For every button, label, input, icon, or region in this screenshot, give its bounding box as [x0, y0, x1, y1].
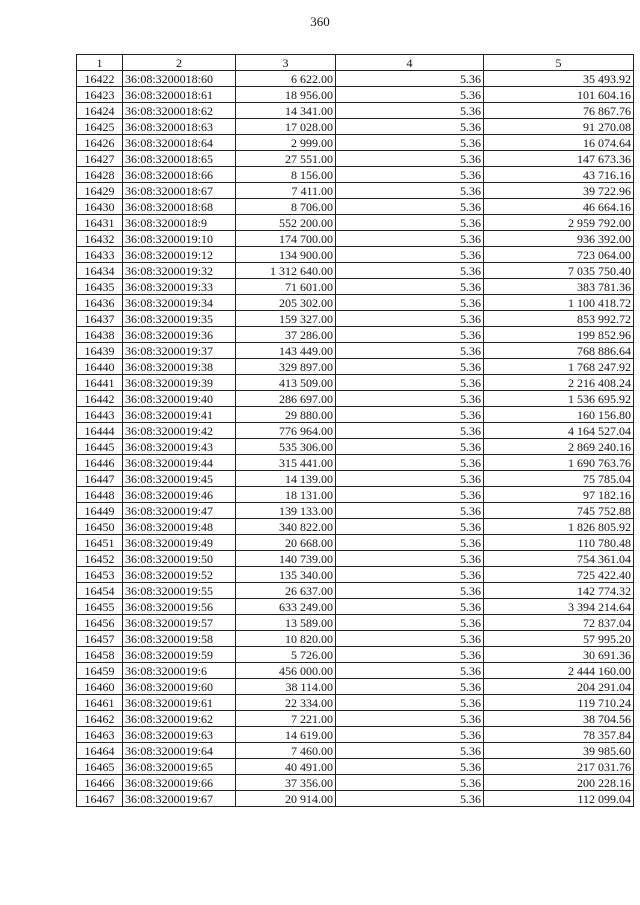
area-cell: 205 302.00 [236, 295, 336, 311]
value-cell: 101 604.16 [484, 87, 634, 103]
value-cell: 1 536 695.92 [484, 391, 634, 407]
rate-cell: 5.36 [336, 375, 484, 391]
cadastral-number-cell: 36:08:3200019:59 [123, 647, 236, 663]
table-row [77, 599, 634, 615]
value-cell: 39 722.96 [484, 183, 634, 199]
rate-cell: 5.36 [336, 471, 484, 487]
table-row [77, 343, 634, 359]
rate-cell: 5.36 [336, 567, 484, 583]
rate-cell: 5.36 [336, 359, 484, 375]
cadastral-number-cell: 36:08:3200019:49 [123, 535, 236, 551]
rate-cell: 5.36 [336, 743, 484, 759]
row-number-cell: 16444 [77, 423, 123, 439]
value-cell: 147 673.36 [484, 151, 634, 167]
row-number-cell: 16435 [77, 279, 123, 295]
rate-cell: 5.36 [336, 647, 484, 663]
cadastral-number-cell: 36:08:3200018:68 [123, 199, 236, 215]
area-cell: 10 820.00 [236, 631, 336, 647]
row-number-cell: 16465 [77, 759, 123, 775]
rate-cell: 5.36 [336, 679, 484, 695]
area-cell: 456 000.00 [236, 663, 336, 679]
table-row [77, 359, 634, 375]
value-cell: 1 100 418.72 [484, 295, 634, 311]
area-cell: 340 822.00 [236, 519, 336, 535]
row-number-cell: 16429 [77, 183, 123, 199]
cadastral-number-cell: 36:08:3200019:48 [123, 519, 236, 535]
cadastral-number-cell: 36:08:3200019:40 [123, 391, 236, 407]
rate-cell: 5.36 [336, 167, 484, 183]
rate-cell: 5.36 [336, 295, 484, 311]
rate-cell: 5.36 [336, 695, 484, 711]
rate-cell: 5.36 [336, 663, 484, 679]
cadastral-number-cell: 36:08:3200019:65 [123, 759, 236, 775]
cadastral-number-cell: 36:08:3200019:12 [123, 247, 236, 263]
rate-cell: 5.36 [336, 407, 484, 423]
value-cell: 723 064.00 [484, 247, 634, 263]
area-cell: 135 340.00 [236, 567, 336, 583]
value-cell: 2 959 792.00 [484, 215, 634, 231]
cadastral-number-cell: 36:08:3200019:62 [123, 711, 236, 727]
rate-cell: 5.36 [336, 151, 484, 167]
row-number-cell: 16458 [77, 647, 123, 663]
row-number-cell: 16457 [77, 631, 123, 647]
area-cell: 143 449.00 [236, 343, 336, 359]
area-cell: 535 306.00 [236, 439, 336, 455]
cadastral-number-cell: 36:08:3200019:36 [123, 327, 236, 343]
rate-cell: 5.36 [336, 503, 484, 519]
value-cell: 160 156.80 [484, 407, 634, 423]
area-cell: 329 897.00 [236, 359, 336, 375]
value-cell: 1 826 805.92 [484, 519, 634, 535]
row-number-cell: 16462 [77, 711, 123, 727]
cadastral-number-cell: 36:08:3200019:67 [123, 791, 236, 807]
table-row [77, 87, 634, 103]
row-number-cell: 16425 [77, 119, 123, 135]
value-cell: 768 886.64 [484, 343, 634, 359]
area-cell: 413 509.00 [236, 375, 336, 391]
column-header-3: 3 [236, 55, 336, 71]
value-cell: 853 992.72 [484, 311, 634, 327]
row-number-cell: 16433 [77, 247, 123, 263]
cadastral-number-cell: 36:08:3200019:35 [123, 311, 236, 327]
value-cell: 91 270.08 [484, 119, 634, 135]
area-cell: 20 914.00 [236, 791, 336, 807]
table-row [77, 423, 634, 439]
value-cell: 110 780.48 [484, 535, 634, 551]
value-cell: 16 074.64 [484, 135, 634, 151]
row-number-cell: 16454 [77, 583, 123, 599]
area-cell: 37 286.00 [236, 327, 336, 343]
area-cell: 38 114.00 [236, 679, 336, 695]
value-cell: 57 995.20 [484, 631, 634, 647]
table-row [77, 727, 634, 743]
table-row [77, 327, 634, 343]
value-cell: 2 869 240.16 [484, 439, 634, 455]
rate-cell: 5.36 [336, 135, 484, 151]
table-row [77, 535, 634, 551]
table-row [77, 231, 634, 247]
table-row [77, 791, 634, 807]
value-cell: 75 785.04 [484, 471, 634, 487]
rate-cell: 5.36 [336, 759, 484, 775]
area-cell: 18 956.00 [236, 87, 336, 103]
value-cell: 4 164 527.04 [484, 423, 634, 439]
row-number-cell: 16446 [77, 455, 123, 471]
rate-cell: 5.36 [336, 727, 484, 743]
table-row [77, 647, 634, 663]
cadastral-number-cell: 36:08:3200019:47 [123, 503, 236, 519]
table-row [77, 679, 634, 695]
registry-table [76, 54, 634, 807]
rate-cell: 5.36 [336, 775, 484, 791]
value-cell: 204 291.04 [484, 679, 634, 695]
cadastral-number-cell: 36:08:3200019:37 [123, 343, 236, 359]
area-cell: 1 312 640.00 [236, 263, 336, 279]
cadastral-number-cell: 36:08:3200018:64 [123, 135, 236, 151]
cadastral-number-cell: 36:08:3200018:62 [123, 103, 236, 119]
rate-cell: 5.36 [336, 391, 484, 407]
cadastral-number-cell: 36:08:3200019:55 [123, 583, 236, 599]
rate-cell: 5.36 [336, 535, 484, 551]
area-cell: 315 441.00 [236, 455, 336, 471]
area-cell: 14 139.00 [236, 471, 336, 487]
area-cell: 20 668.00 [236, 535, 336, 551]
cadastral-number-cell: 36:08:3200019:10 [123, 231, 236, 247]
area-cell: 159 327.00 [236, 311, 336, 327]
cadastral-number-cell: 36:08:3200019:46 [123, 487, 236, 503]
value-cell: 39 985.60 [484, 743, 634, 759]
row-number-cell: 16440 [77, 359, 123, 375]
row-number-cell: 16459 [77, 663, 123, 679]
row-number-cell: 16439 [77, 343, 123, 359]
table-row [77, 135, 634, 151]
table-row [77, 551, 634, 567]
header-row [77, 55, 634, 71]
table-row [77, 471, 634, 487]
cadastral-number-cell: 36:08:3200019:61 [123, 695, 236, 711]
table-row [77, 247, 634, 263]
table-row [77, 375, 634, 391]
table-row [77, 199, 634, 215]
rate-cell: 5.36 [336, 183, 484, 199]
table-row [77, 583, 634, 599]
row-number-cell: 16437 [77, 311, 123, 327]
row-number-cell: 16464 [77, 743, 123, 759]
table-row [77, 151, 634, 167]
row-number-cell: 16434 [77, 263, 123, 279]
cadastral-number-cell: 36:08:3200018:65 [123, 151, 236, 167]
row-number-cell: 16460 [77, 679, 123, 695]
cadastral-number-cell: 36:08:3200018:60 [123, 71, 236, 87]
area-cell: 8 706.00 [236, 199, 336, 215]
table-row [77, 695, 634, 711]
row-number-cell: 16422 [77, 71, 123, 87]
cadastral-number-cell: 36:08:3200019:58 [123, 631, 236, 647]
table-row [77, 119, 634, 135]
cadastral-number-cell: 36:08:3200019:60 [123, 679, 236, 695]
row-number-cell: 16431 [77, 215, 123, 231]
row-number-cell: 16423 [77, 87, 123, 103]
area-cell: 14 619.00 [236, 727, 336, 743]
table-row [77, 439, 634, 455]
table-row [77, 743, 634, 759]
rate-cell: 5.36 [336, 87, 484, 103]
value-cell: 43 716.16 [484, 167, 634, 183]
table-row [77, 167, 634, 183]
value-cell: 38 704.56 [484, 711, 634, 727]
value-cell: 3 394 214.64 [484, 599, 634, 615]
cadastral-number-cell: 36:08:3200019:32 [123, 263, 236, 279]
cadastral-number-cell: 36:08:3200019:50 [123, 551, 236, 567]
table-row [77, 295, 634, 311]
table-row [77, 407, 634, 423]
row-number-cell: 16456 [77, 615, 123, 631]
table-row [77, 455, 634, 471]
row-number-cell: 16427 [77, 151, 123, 167]
row-number-cell: 16432 [77, 231, 123, 247]
column-header-5: 5 [484, 55, 634, 71]
area-cell: 29 880.00 [236, 407, 336, 423]
cadastral-number-cell: 36:08:3200019:33 [123, 279, 236, 295]
column-header-1: 1 [77, 55, 123, 71]
area-cell: 7 460.00 [236, 743, 336, 759]
rate-cell: 5.36 [336, 327, 484, 343]
table-row [77, 215, 634, 231]
table-row [77, 503, 634, 519]
area-cell: 40 491.00 [236, 759, 336, 775]
table-row [77, 487, 634, 503]
table-row [77, 567, 634, 583]
area-cell: 6 622.00 [236, 71, 336, 87]
cadastral-number-cell: 36:08:3200019:44 [123, 455, 236, 471]
row-number-cell: 16455 [77, 599, 123, 615]
cadastral-number-cell: 36:08:3200018:63 [123, 119, 236, 135]
row-number-cell: 16442 [77, 391, 123, 407]
rate-cell: 5.36 [336, 487, 484, 503]
area-cell: 37 356.00 [236, 775, 336, 791]
area-cell: 140 739.00 [236, 551, 336, 567]
table-row [77, 615, 634, 631]
value-cell: 199 852.96 [484, 327, 634, 343]
rate-cell: 5.36 [336, 247, 484, 263]
rate-cell: 5.36 [336, 455, 484, 471]
area-cell: 7 411.00 [236, 183, 336, 199]
cadastral-number-cell: 36:08:3200019:43 [123, 439, 236, 455]
area-cell: 18 131.00 [236, 487, 336, 503]
value-cell: 936 392.00 [484, 231, 634, 247]
rate-cell: 5.36 [336, 215, 484, 231]
area-cell: 13 589.00 [236, 615, 336, 631]
row-number-cell: 16426 [77, 135, 123, 151]
value-cell: 383 781.36 [484, 279, 634, 295]
row-number-cell: 16428 [77, 167, 123, 183]
rate-cell: 5.36 [336, 263, 484, 279]
table-row [77, 263, 634, 279]
table-row [77, 183, 634, 199]
row-number-cell: 16445 [77, 439, 123, 455]
cadastral-number-cell: 36:08:3200018:9 [123, 215, 236, 231]
table-row [77, 391, 634, 407]
area-cell: 552 200.00 [236, 215, 336, 231]
area-cell: 71 601.00 [236, 279, 336, 295]
table-body [77, 71, 634, 807]
rate-cell: 5.36 [336, 103, 484, 119]
area-cell: 14 341.00 [236, 103, 336, 119]
column-header-4: 4 [336, 55, 484, 71]
value-cell: 754 361.04 [484, 551, 634, 567]
row-number-cell: 16436 [77, 295, 123, 311]
rate-cell: 5.36 [336, 711, 484, 727]
rate-cell: 5.36 [336, 231, 484, 247]
rate-cell: 5.36 [336, 519, 484, 535]
value-cell: 76 867.76 [484, 103, 634, 119]
cadastral-number-cell: 36:08:3200019:45 [123, 471, 236, 487]
table-header [77, 55, 634, 71]
rate-cell: 5.36 [336, 583, 484, 599]
cadastral-number-cell: 36:08:3200019:34 [123, 295, 236, 311]
cadastral-number-cell: 36:08:3200019:42 [123, 423, 236, 439]
rate-cell: 5.36 [336, 279, 484, 295]
area-cell: 139 133.00 [236, 503, 336, 519]
value-cell: 1 690 763.76 [484, 455, 634, 471]
cadastral-number-cell: 36:08:3200019:66 [123, 775, 236, 791]
area-cell: 134 900.00 [236, 247, 336, 263]
row-number-cell: 16443 [77, 407, 123, 423]
value-cell: 35 493.92 [484, 71, 634, 87]
value-cell: 1 768 247.92 [484, 359, 634, 375]
table-row [77, 775, 634, 791]
table-row [77, 631, 634, 647]
area-cell: 22 334.00 [236, 695, 336, 711]
area-cell: 7 221.00 [236, 711, 336, 727]
rate-cell: 5.36 [336, 71, 484, 87]
row-number-cell: 16453 [77, 567, 123, 583]
cadastral-number-cell: 36:08:3200018:66 [123, 167, 236, 183]
cadastral-number-cell: 36:08:3200018:61 [123, 87, 236, 103]
cadastral-number-cell: 36:08:3200019:64 [123, 743, 236, 759]
cadastral-number-cell: 36:08:3200019:52 [123, 567, 236, 583]
row-number-cell: 16449 [77, 503, 123, 519]
cadastral-number-cell: 36:08:3200019:57 [123, 615, 236, 631]
area-cell: 2 999.00 [236, 135, 336, 151]
row-number-cell: 16461 [77, 695, 123, 711]
row-number-cell: 16448 [77, 487, 123, 503]
rate-cell: 5.36 [336, 311, 484, 327]
row-number-cell: 16447 [77, 471, 123, 487]
cadastral-number-cell: 36:08:3200019:38 [123, 359, 236, 375]
row-number-cell: 16424 [77, 103, 123, 119]
row-number-cell: 16467 [77, 791, 123, 807]
cadastral-number-cell: 36:08:3200019:41 [123, 407, 236, 423]
cadastral-number-cell: 36:08:3200019:39 [123, 375, 236, 391]
value-cell: 112 099.04 [484, 791, 634, 807]
table-row [77, 279, 634, 295]
row-number-cell: 16441 [77, 375, 123, 391]
area-cell: 27 551.00 [236, 151, 336, 167]
value-cell: 7 035 750.40 [484, 263, 634, 279]
area-cell: 776 964.00 [236, 423, 336, 439]
rate-cell: 5.36 [336, 343, 484, 359]
value-cell: 200 228.16 [484, 775, 634, 791]
rate-cell: 5.36 [336, 791, 484, 807]
row-number-cell: 16451 [77, 535, 123, 551]
value-cell: 78 357.84 [484, 727, 634, 743]
value-cell: 2 216 408.24 [484, 375, 634, 391]
area-cell: 17 028.00 [236, 119, 336, 135]
rate-cell: 5.36 [336, 599, 484, 615]
rate-cell: 5.36 [336, 631, 484, 647]
area-cell: 286 697.00 [236, 391, 336, 407]
area-cell: 5 726.00 [236, 647, 336, 663]
table-row [77, 711, 634, 727]
cadastral-number-cell: 36:08:3200019:63 [123, 727, 236, 743]
row-number-cell: 16466 [77, 775, 123, 791]
value-cell: 119 710.24 [484, 695, 634, 711]
table-row [77, 759, 634, 775]
area-cell: 174 700.00 [236, 231, 336, 247]
row-number-cell: 16463 [77, 727, 123, 743]
value-cell: 217 031.76 [484, 759, 634, 775]
rate-cell: 5.36 [336, 423, 484, 439]
value-cell: 46 664.16 [484, 199, 634, 215]
area-cell: 633 249.00 [236, 599, 336, 615]
table-row [77, 71, 634, 87]
cadastral-number-cell: 36:08:3200019:56 [123, 599, 236, 615]
column-header-2: 2 [123, 55, 236, 71]
rate-cell: 5.36 [336, 439, 484, 455]
table-row [77, 519, 634, 535]
row-number-cell: 16438 [77, 327, 123, 343]
row-number-cell: 16452 [77, 551, 123, 567]
table-row [77, 311, 634, 327]
cadastral-number-cell: 36:08:3200019:6 [123, 663, 236, 679]
rate-cell: 5.36 [336, 615, 484, 631]
value-cell: 72 837.04 [484, 615, 634, 631]
table-row [77, 663, 634, 679]
rate-cell: 5.36 [336, 551, 484, 567]
value-cell: 30 691.36 [484, 647, 634, 663]
value-cell: 2 444 160.00 [484, 663, 634, 679]
value-cell: 142 774.32 [484, 583, 634, 599]
row-number-cell: 16430 [77, 199, 123, 215]
row-number-cell: 16450 [77, 519, 123, 535]
area-cell: 26 637.00 [236, 583, 336, 599]
page-number: 360 [310, 14, 330, 29]
value-cell: 725 422.40 [484, 567, 634, 583]
table-row [77, 103, 634, 119]
value-cell: 745 752.88 [484, 503, 634, 519]
rate-cell: 5.36 [336, 199, 484, 215]
cadastral-number-cell: 36:08:3200018:67 [123, 183, 236, 199]
area-cell: 8 156.00 [236, 167, 336, 183]
rate-cell: 5.36 [336, 119, 484, 135]
value-cell: 97 182.16 [484, 487, 634, 503]
